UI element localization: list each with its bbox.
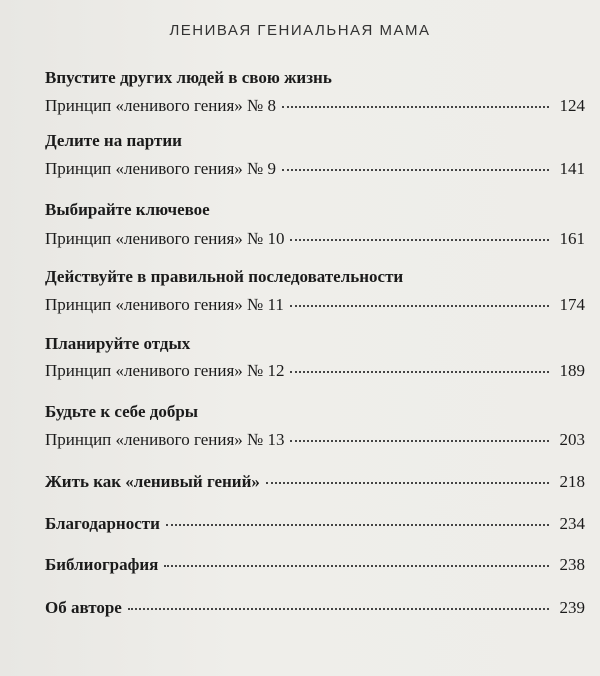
toc-entry-line[interactable]	[45, 361, 585, 381]
page-number: 218	[559, 472, 585, 491]
toc-title: Об авторе	[45, 598, 122, 617]
dot-leader	[290, 304, 549, 307]
toc-subtitle: Принцип «ленивого гения» № 8	[45, 96, 276, 115]
page-number: 239	[559, 598, 585, 617]
toc-title: Впустите других людей в свою жизнь	[45, 68, 332, 87]
toc-subtitle: Принцип «ленивого гения» № 11	[45, 295, 284, 314]
toc-subtitle: Принцип «ленивого гения» № 12	[45, 361, 285, 380]
toc-entry-title	[45, 334, 585, 354]
toc-entry-title	[45, 402, 585, 422]
toc-title: Библиография	[45, 555, 159, 574]
toc-subtitle: Принцип «ленивого гения» № 13	[45, 430, 285, 449]
toc-title: Планируйте отдых	[45, 334, 191, 353]
page-number: 189	[559, 361, 585, 380]
dot-leader	[290, 370, 549, 373]
page-number: 238	[559, 555, 585, 574]
dot-leader	[164, 564, 549, 567]
dot-leader	[282, 105, 549, 108]
toc-entry-line[interactable]	[45, 430, 585, 450]
running-head: ЛЕНИВАЯ ГЕНИАЛЬНАЯ МАМА	[169, 22, 431, 39]
toc-entry-line[interactable]	[45, 295, 585, 315]
page-number: 234	[559, 514, 585, 533]
toc-entry-line[interactable]	[45, 159, 585, 179]
toc-subtitle: Принцип «ленивого гения» № 9	[45, 159, 276, 178]
toc-entry-line[interactable]	[45, 229, 585, 249]
toc-entry-title	[45, 68, 585, 88]
toc-entry-line[interactable]	[45, 96, 585, 116]
dot-leader	[290, 238, 549, 241]
toc-title: Благодарности	[45, 514, 160, 533]
toc-title: Жить как «ленивый гений»	[45, 472, 260, 491]
page-number: 161	[559, 229, 585, 248]
toc-entry-title	[45, 131, 585, 151]
page-number: 141	[559, 159, 585, 178]
toc-entry-line[interactable]	[45, 598, 585, 618]
page-number: 174	[559, 295, 585, 314]
toc-title: Выбирайте ключевое	[45, 200, 210, 219]
toc-entry-line[interactable]	[45, 472, 585, 492]
toc-entry-title	[45, 200, 585, 220]
dot-leader	[290, 439, 549, 442]
toc-title: Будьте к себе добры	[45, 402, 199, 421]
dot-leader	[166, 523, 549, 526]
toc-entry-line[interactable]	[45, 514, 585, 534]
toc-entry-line[interactable]	[45, 555, 585, 575]
toc-entry-title	[45, 267, 585, 287]
toc-title: Делите на партии	[45, 131, 182, 150]
page-number: 124	[559, 96, 585, 115]
dot-leader	[282, 168, 549, 171]
dot-leader	[128, 607, 549, 610]
dot-leader	[266, 481, 549, 484]
page-number: 203	[559, 430, 585, 449]
toc-subtitle: Принцип «ленивого гения» № 10	[45, 229, 285, 248]
toc-title: Действуйте в правильной последовательности	[45, 267, 404, 286]
